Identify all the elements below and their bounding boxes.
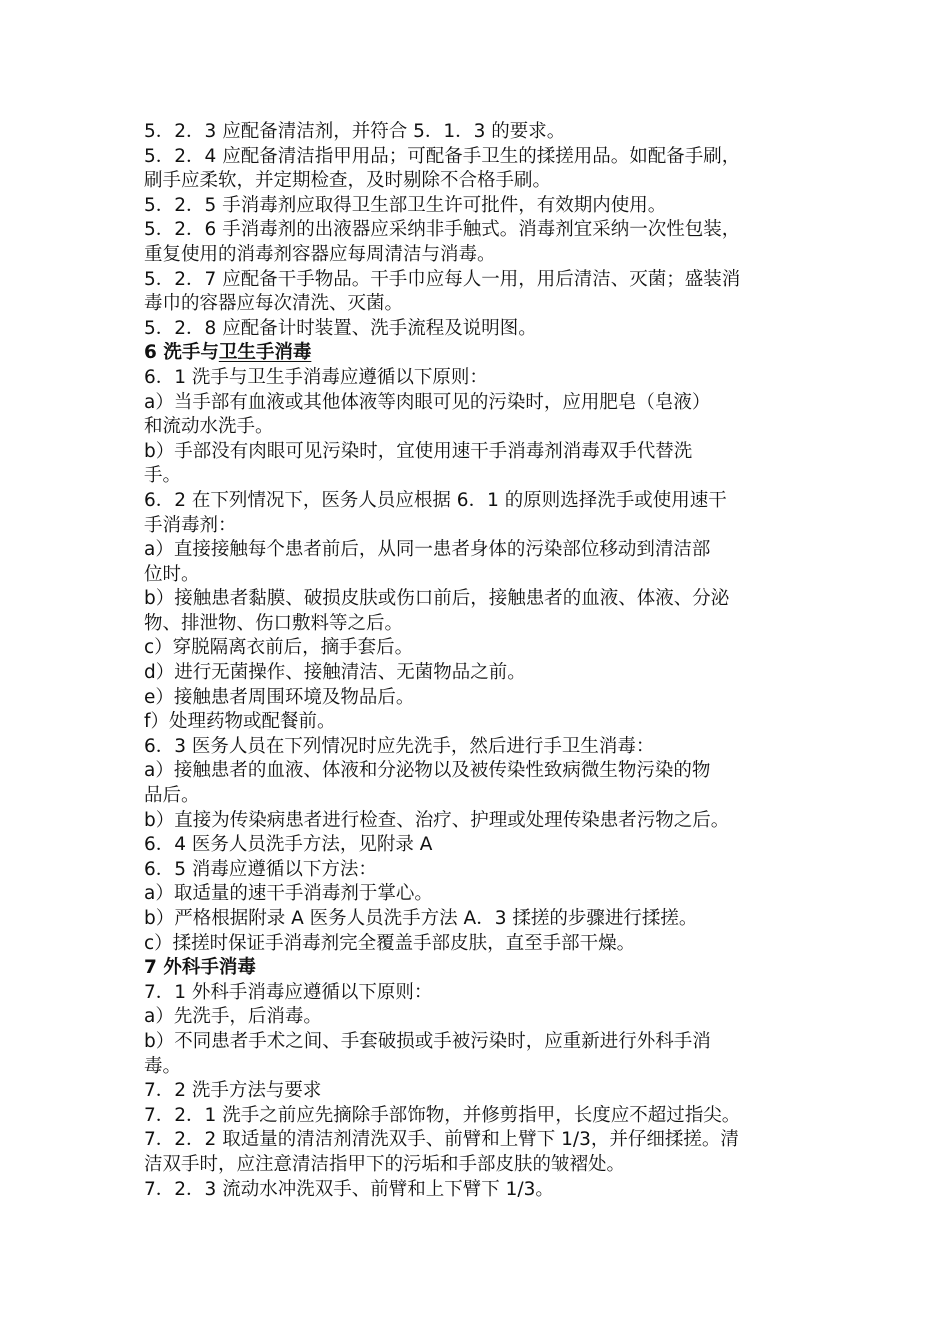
text-line: 5．2．6 手消毒剂的出液器应采纳非手触式。消毒剂宜采纳一次性包装， [144,219,741,241]
text-line: 6．2 在下列情况下，医务人员应根据 6．1 的原则选择洗手或使用速干 [144,489,727,511]
text-line: a）当手部有血液或其他体液等肉眼可见的污染时，应用肥皂（皂液） [144,391,711,413]
text-line: 5．2．3 应配备清洁剂，并符合 5．1．3 的要求。 [144,121,566,142]
text-line: b）手部没有肉眼可见污染时，宜使用速干手消毒剂消毒双手代替洗 [144,440,693,462]
text-line: a）先洗手，后消毒。 [144,1006,322,1028]
text-line: c）揉搓时保证手消毒剂完全覆盖手部皮肤，直至手部干燥。 [144,932,636,954]
text-line: 5．2．5 手消毒剂应取得卫生部卫生许可批件，有效期内使用。 [144,194,667,216]
section-6-heading-underlined: 卫生手消毒 [218,342,312,364]
text-line: 5．2．4 应配备清洁指甲用品；可配备手卫生的揉搓用品。如配备手刷， [144,145,741,167]
text-line: e）接触患者周围环境及物品后。 [144,686,415,708]
text-line: 物、排泄物、伤口敷料等之后。 [144,612,404,634]
text-line: a）取适量的速干手消毒剂于掌心。 [144,883,433,905]
text-line: 5．2．8 应配备计时装置、洗手流程及说明图。 [144,317,537,339]
text-line: 7．2 洗手方法与要求 [144,1080,322,1102]
text-line: 毒。 [144,1055,182,1077]
text-line: 位时。 [144,563,200,585]
text-line: c）穿脱隔离衣前后，摘手套后。 [144,637,414,659]
text-line: 洁双手时，应注意清洁指甲下的污垢和手部皮肤的皱褶处。 [144,1153,626,1175]
text-line: 手消毒剂： [144,514,237,536]
text-line: b）接触患者黏膜、破损皮肤或伤口前后，接触患者的血液、体液、分泌 [144,588,730,610]
text-line: 6．1 洗手与卫生手消毒应遵循以下原则： [144,366,488,388]
section-6-heading [144,341,834,366]
text-line: a）接触患者的血液、体液和分泌物以及被传染性致病微生物污染的物 [144,760,711,782]
section-6-heading-number: 6 洗手与 [144,342,219,364]
text-line: b）严格根据附录 A 医务人员洗手方法 A．3 揉搓的步骤进行揉搓。 [144,908,698,929]
text-line: 毒巾的容器应每次清洗、灭菌。 [144,293,404,315]
text-line: 7．2．2 取适量的清洁剂清洗双手、前臂和上臂下 1/3，并仔细揉搓。清 [144,1129,739,1151]
text-line: b）直接为传染病患者进行检查、治疗、护理或处理传染患者污物之后。 [144,809,730,831]
text-line: 6．4 医务人员洗手方法，见附录 A [144,834,433,856]
text-line: a）直接接触每个患者前后，从同一患者身体的污染部位移动到清洁部 [144,539,711,561]
text-line: 6．5 消毒应遵循以下方法： [144,858,377,880]
text-line: 重复使用的消毒剂容器应每周清洁与消毒。 [144,243,496,265]
text-line: 刷手应柔软，并定期检查，及时剔除不合格手刷。 [144,170,552,192]
text-line: b）不同患者手术之间、手套破损或手被污染时，应重新进行外科手消 [144,1030,711,1052]
text-line: d）进行无菌操作、接触清洁、无菌物品之前。 [144,662,526,684]
text-line: 品后。 [144,785,200,807]
text-line: f）处理药物或配餐前。 [144,711,336,733]
text-line: 和流动水洗手。 [144,416,274,438]
text-line: 7．2．3 流动水冲洗双手、前臂和上下臂下 1/3。 [144,1178,554,1200]
section-7-heading: 7 外科手消毒 [144,957,256,979]
text-line: 手。 [144,465,182,487]
text-line: 7．1 外科手消毒应遵循以下原则： [144,981,433,1003]
document-body [144,120,834,1202]
text-line: 5．2．7 应配备干手物品。干手巾应每人一用，用后清洁、灭菌；盛装消 [144,268,741,290]
text-line: 6．3 医务人员在下列情况时应先洗手，然后进行手卫生消毒： [144,735,655,757]
text-line: 7．2．1 洗手之前应先摘除手部饰物，并修剪指甲，长度应不超过指尖。 [144,1104,741,1126]
